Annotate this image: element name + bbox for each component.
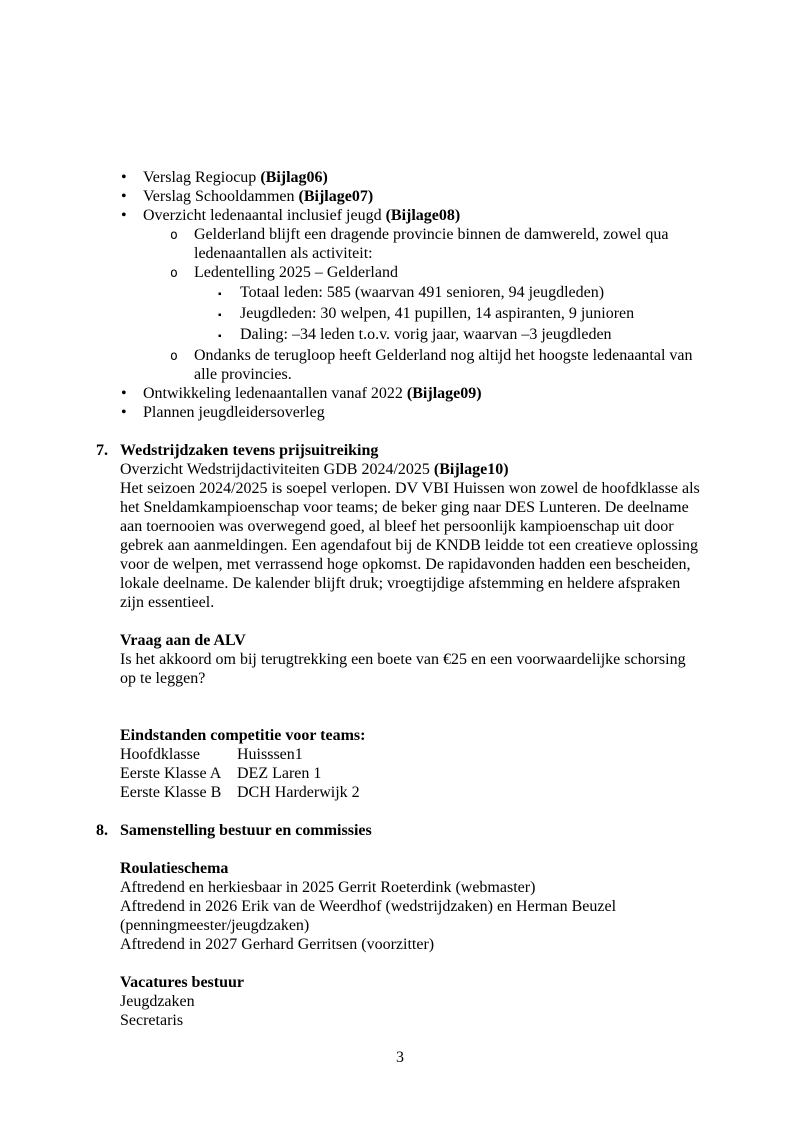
square-bullet-icon: ▪ <box>218 331 222 342</box>
standings-table <box>120 745 704 802</box>
team-cell: Huisssen1 <box>237 746 303 763</box>
section-title: Samenstelling bestuur en commissies <box>120 822 372 839</box>
question-text: Is het akkoord om bij terugtrekking een boete van €25 en een voorwaardelijke schorsing op te leggen? <box>120 651 686 687</box>
list-item-text <box>143 187 704 206</box>
circle-bullet-icon: o <box>170 228 178 243</box>
rotation-line: Aftredend in 2026 Erik van de Weerdhof (wedstrijdzaken) en Herman Beuzel (penningmeester/jeugdzaken) <box>120 898 617 934</box>
klasse-cell: Eerste Klasse B <box>120 784 222 801</box>
list-item <box>96 206 704 225</box>
bullet-icon: • <box>121 188 127 205</box>
section-7-body <box>120 460 704 802</box>
item-text: Plannen jeugdleidersoverleg <box>143 404 325 421</box>
list-item <box>96 187 704 206</box>
section-8-heading <box>96 821 704 840</box>
section-number: 8. <box>96 822 108 839</box>
team-cell: DEZ Laren 1 <box>237 765 322 782</box>
vacancy-line: Secretaris <box>120 1012 184 1029</box>
season-report-paragraph: Het seizoen 2024/2025 is soepel verlopen. DV VBI Huissen won zowel de hoofdklasse als het Sneldamkampioenschap voor teams; de beker ging naar DES Lunteren. De deelname aan toernooien was overwegend goed, al bleef het persoonlijk kampioenschap uit door gebrek aan aanmeldingen. Een agendafout bij de KNDB leidde tot een creatieve oplossing voor de welpen, met verrassend hoge opkomst. De rapidavonden hadden een bescheiden, lokale deelname. De kalender blijft druk; vroegtijdige afstemming en heldere afspraken zijn essentieel. <box>120 480 700 611</box>
item-text: Overzicht ledenaantal inclusief jeugd <box>143 207 386 224</box>
overview-text: Overzicht Wedstrijdactiviteiten GDB 2024/2025 <box>120 461 434 478</box>
stat-item-text: Daling: –34 leden t.o.v. vorig jaar, waarvan –3 jeugdleden <box>240 326 612 343</box>
stat-item-text: Jeugdleden: 30 welpen, 41 pupillen, 14 aspiranten, 9 junioren <box>240 305 635 322</box>
item-text: Verslag Schooldammen <box>143 188 299 205</box>
stat-list-item <box>96 325 704 346</box>
bullet-icon: • <box>121 169 127 186</box>
list-item <box>96 403 704 422</box>
square-bullet-icon: ▪ <box>218 289 222 300</box>
bullet-icon: • <box>121 207 127 224</box>
square-bullet-icon: ▪ <box>218 310 222 321</box>
page-number: 3 <box>396 1049 404 1066</box>
vacancies-heading: Vacatures bestuur <box>120 974 245 991</box>
bullet-icon: • <box>121 385 127 402</box>
list-item-text <box>143 384 704 403</box>
sub-item-text: Ondanks de terugloop heeft Gelderland nog altijd het hoogste ledenaantal van alle provincies. <box>194 347 693 383</box>
stat-item-text: Totaal leden: 585 (waarvan 491 senioren, 94 jeugdleden) <box>240 284 605 301</box>
item-text: Ontwikkeling ledenaantallen vanaf 2022 <box>143 385 407 402</box>
team-cell: DCH Harderwijk 2 <box>237 784 360 801</box>
vacancy-line: Jeugdzaken <box>120 993 195 1010</box>
list-item <box>96 168 704 187</box>
list-item <box>96 384 704 403</box>
circle-bullet-icon: o <box>170 266 178 281</box>
standings-row <box>120 783 704 802</box>
standings-heading: Eindstanden competitie voor teams: <box>120 727 366 744</box>
standings-row <box>120 745 704 764</box>
question-heading: Vraag aan de ALV <box>120 632 246 649</box>
rotation-line: Aftredend in 2027 Gerhard Gerritsen (voorzitter) <box>120 936 435 953</box>
stat-list-item <box>96 283 704 304</box>
overview-line <box>120 460 704 479</box>
list-item-text <box>143 206 704 225</box>
section-number: 7. <box>96 442 108 459</box>
standings-row <box>120 764 704 783</box>
section-7-heading <box>96 441 704 460</box>
bullet-icon: • <box>121 404 127 421</box>
item-text: Verslag Regiocup <box>143 169 261 186</box>
attachment-ref: (Bijlage07) <box>298 188 374 205</box>
sub-list-item <box>96 346 704 384</box>
sub-list-item <box>96 263 704 283</box>
klasse-cell: Eerste Klasse A <box>120 765 222 782</box>
attachment-ref: (Bijlage10) <box>433 461 509 478</box>
sub-item-text: Gelderland blijft een dragende provincie binnen de damwereld, zowel qua ledenaantallen als activiteit: <box>194 226 669 262</box>
rotation-heading: Roulatieschema <box>120 860 229 877</box>
sub-list-item <box>96 225 704 263</box>
sub-item-text: Ledentelling 2025 – Gelderland <box>194 264 398 281</box>
attachment-ref: (Bijlag06) <box>260 169 328 186</box>
attachment-ref: (Bijlage08) <box>385 207 461 224</box>
list-item-text <box>143 168 704 187</box>
page-content <box>96 168 704 1030</box>
stat-list-item <box>96 304 704 325</box>
list-item-text <box>143 403 704 422</box>
circle-bullet-icon: o <box>170 349 178 364</box>
attachment-ref: (Bijlage09) <box>406 385 482 402</box>
section-8-body <box>120 859 704 1030</box>
section-title: Wedstrijdzaken tevens prijsuitreiking <box>120 442 379 459</box>
klasse-cell: Hoofdklasse <box>120 746 200 763</box>
rotation-line: Aftredend en herkiesbaar in 2025 Gerrit Roeterdink (webmaster) <box>120 879 536 896</box>
page-footer <box>0 1048 800 1067</box>
